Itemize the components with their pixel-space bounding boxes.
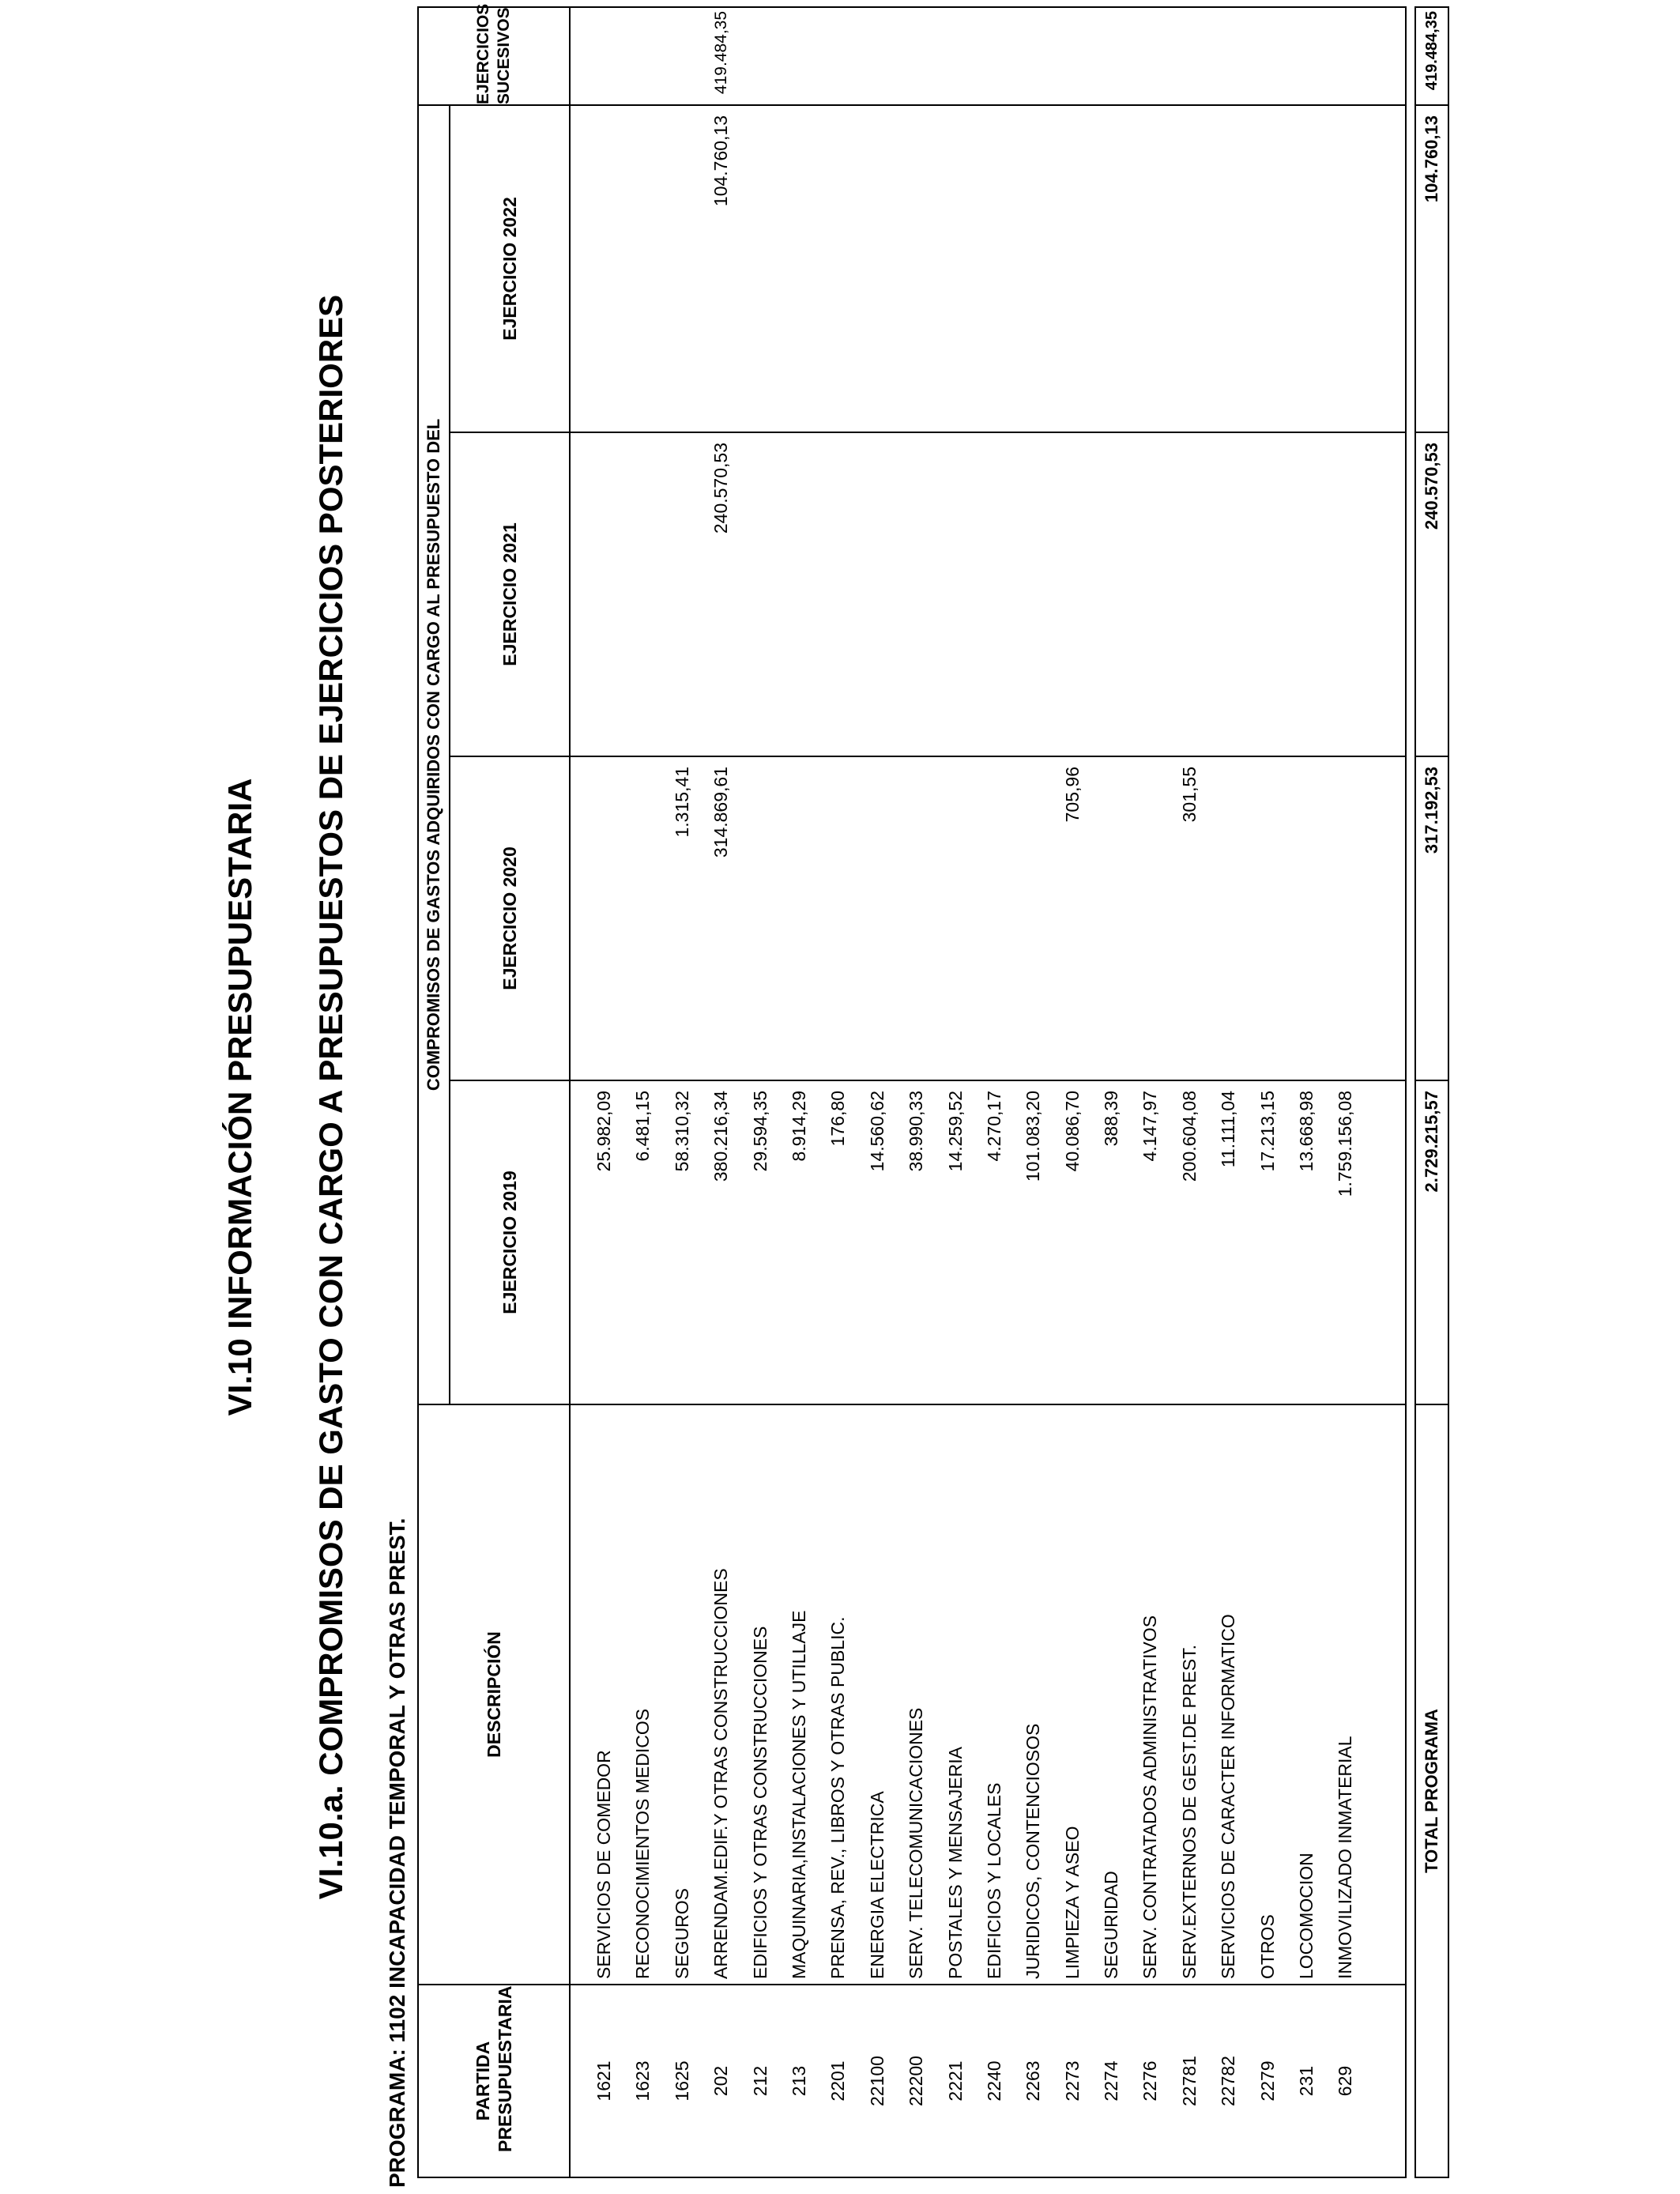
col-descripcion-header: DESCRIPCIÓN [418,1404,570,1985]
row-7-e2021 [819,433,857,756]
row-14-partida: 2274 [1101,2060,1122,2102]
row-13-sucesivos [1053,8,1092,104]
total-sucesivos: 419.484,35 [1415,7,1448,105]
row-8-descripcion: ENERGIA ELECTRICA [866,1791,887,1979]
row-11-sucesivos [975,8,1014,104]
row-10-e2022 [936,106,975,432]
total-label: TOTAL PROGRAMA [1415,1404,1448,2177]
row-14-sucesivos [1092,8,1131,104]
row-16-e2021 [1170,433,1209,756]
row-6-e2019: 8.914,29 [788,1091,809,1162]
row-17-e2022 [1209,106,1248,432]
row-1-e2019: 25.982,09 [593,1091,614,1172]
row-2-e2021 [623,433,662,756]
row-13-e2019: 40.086,70 [1061,1091,1083,1172]
row-1-e2020 [585,757,623,1080]
row-9-e2019: 38.990,33 [906,1091,927,1172]
row-8-e2022 [858,106,897,432]
programa-label: PROGRAMA: 1102 INCAPACIDAD TEMPORAL Y OTRAS PREST. [385,1517,409,2188]
row-1-e2022 [585,106,623,432]
row-13-e2022 [1053,106,1092,432]
row-19-e2019: 13.668,98 [1296,1091,1317,1172]
row-4-sucesivos: 419.484,35 [712,10,731,95]
row-5-descripcion: EDIFICIOS Y OTRAS CONSTRUCCIONES [749,1626,770,1979]
row-12-e2020 [1014,757,1053,1080]
row-4-e2019: 380.216,34 [710,1091,732,1182]
row-10-e2021 [936,433,975,756]
row-10-sucesivos [936,8,975,104]
row-18-e2022 [1249,106,1287,432]
row-11-e2019: 4.270,17 [983,1091,1004,1162]
row-4-partida: 202 [710,2065,732,2097]
row-19-e2021 [1287,433,1326,756]
row-spacer [571,106,585,432]
row-17-sucesivos [1209,8,1248,104]
total-2022: 104.760,13 [1415,105,1448,432]
row-spacer [571,1985,585,2177]
row-15-e2020 [1131,757,1170,1080]
row-20-e2019: 1.759.156,08 [1335,1091,1356,1197]
row-20-e2021 [1326,433,1365,756]
row-9-partida: 22200 [906,2056,927,2106]
row-2-e2022 [623,106,662,432]
row-20-sucesivos [1326,8,1365,104]
total-2021: 240.570,53 [1415,432,1448,756]
row-11-e2022 [975,106,1014,432]
row-9-e2021 [897,433,936,756]
row-12-e2021 [1014,433,1053,756]
row-3-sucesivos [663,8,702,104]
row-1-sucesivos [585,8,623,104]
row-14-e2019: 388,39 [1101,1091,1122,1147]
row-19-partida: 231 [1296,2065,1317,2097]
row-spacer [571,433,585,756]
row-4-descripcion: ARRENDAM.EDIF.Y OTRAS CONSTRUCCIONES [710,1568,732,1979]
row-18-e2020 [1249,757,1287,1080]
partida-column [570,1985,1406,2177]
row-8-partida: 22100 [866,2056,887,2106]
row-16-partida: 22781 [1178,2056,1200,2106]
row-10-e2019: 14.259,52 [944,1091,966,1172]
row-17-e2021 [1209,433,1248,756]
row-9-sucesivos [897,8,936,104]
row-17-e2020 [1209,757,1248,1080]
row-11-partida: 2240 [983,2060,1004,2102]
row-3-e2020: 1.315,41 [671,767,692,838]
row-16-descripcion: SERV.EXTERNOS DE GEST.DE PREST. [1178,1644,1200,1979]
row-spacer [571,1405,585,1984]
col-sucesivos-header: EJERCICIOS SUCESIVOS [418,7,570,105]
row-17-descripcion: SERVICIOS DE CARACTER INFORMATICO [1218,1614,1239,1979]
row-18-partida: 2279 [1256,2060,1278,2102]
row-19-sucesivos [1287,8,1326,104]
row-7-partida: 2201 [827,2060,849,2102]
row-1-e2021 [585,433,623,756]
row-18-sucesivos [1249,8,1287,104]
row-spacer [571,8,585,104]
row-10-e2020 [936,757,975,1080]
row-19-descripcion: LOCOMOCION [1296,1853,1317,1979]
row-4-e2022: 104.760,13 [710,115,732,207]
row-5-e2022 [741,106,780,432]
row-6-descripcion: MAQUINARIA,INSTALACIONES Y UTILLAJE [788,1610,809,1979]
descripcion-column [570,1404,1406,1985]
row-15-partida: 2276 [1139,2060,1161,2102]
row-15-e2022 [1131,106,1170,432]
row-5-sucesivos [741,8,780,104]
col-partida-label: PARTIDA PRESUPUESTARIA [473,1985,515,2152]
row-20-partida: 629 [1335,2065,1356,2097]
row-18-e2019: 17.213,15 [1256,1091,1278,1172]
row-3-e2021 [663,433,702,756]
row-16-e2020: 301,55 [1178,767,1200,823]
e2022-column [570,105,1406,432]
row-13-e2021 [1053,433,1092,756]
e2021-column [570,432,1406,756]
row-13-partida: 2273 [1061,2060,1083,2102]
col-partida-header [418,1985,570,2177]
row-17-e2019: 11.111,04 [1218,1091,1239,1168]
page-subtitle: VI.10.a. COMPROMISOS DE GASTO CON CARGO A PRESUPUESTOS DE EJERCICIOS POSTERIORES [312,294,349,1900]
row-1-partida: 1621 [593,2060,614,2102]
row-10-partida: 2221 [944,2060,966,2102]
row-3-e2022 [663,106,702,432]
row-19-e2022 [1287,106,1326,432]
row-8-e2020 [858,757,897,1080]
row-7-descripcion: PRENSA, REV., LIBROS Y OTRAS PUBLIC. [827,1616,849,1979]
row-12-partida: 2263 [1023,2060,1044,2102]
row-16-sucesivos [1170,8,1209,104]
row-15-e2019: 4.147,97 [1139,1091,1161,1162]
row-4-e2020: 314.869,61 [710,767,732,858]
row-2-partida: 1623 [632,2060,654,2102]
row-14-e2020 [1092,757,1131,1080]
commitments-table [417,3,1407,2178]
row-11-e2020 [975,757,1014,1080]
row-20-e2020 [1326,757,1365,1080]
sucesivos-column [570,7,1406,105]
row-15-e2021 [1131,433,1170,756]
row-8-e2021 [858,433,897,756]
row-9-e2022 [897,106,936,432]
row-9-descripcion: SERV. TELECOMUNICACIONES [906,1707,927,1979]
row-10-descripcion: POSTALES Y MENSAJERIA [944,1747,966,1979]
row-8-e2019: 14.560,62 [866,1091,887,1172]
row-14-e2021 [1092,433,1131,756]
row-19-e2020 [1287,757,1326,1080]
row-spacer [571,757,585,1080]
row-18-descripcion: OTROS [1256,1914,1278,1979]
row-3-e2019: 58.310,32 [671,1091,692,1172]
row-6-e2021 [780,433,819,756]
row-12-e2022 [1014,106,1053,432]
row-13-e2020: 705,96 [1061,767,1083,823]
row-8-sucesivos [858,8,897,104]
row-5-e2020 [741,757,780,1080]
row-2-sucesivos [623,8,662,104]
row-18-e2021 [1249,433,1287,756]
row-7-e2020 [819,757,857,1080]
col-2021-header: EJERCICIO 2021 [450,432,570,756]
col-2020-header: EJERCICIO 2020 [450,756,570,1080]
e2019-column [570,1080,1406,1404]
row-15-descripcion: SERV. CONTRATADOS ADMINISTRATIVOS [1139,1615,1161,1979]
row-2-e2019: 6.481,15 [632,1091,654,1162]
total-2020: 317.192,53 [1415,756,1448,1080]
row-20-descripcion: INMOVILIZADO INMATERIAL [1335,1736,1356,1979]
row-5-partida: 212 [749,2065,770,2097]
row-15-sucesivos [1131,8,1170,104]
row-11-e2021 [975,433,1014,756]
row-1-descripcion: SERVICIOS DE COMEDOR [593,1750,614,1979]
row-2-e2020 [623,757,662,1080]
col-2022-header: EJERCICIO 2022 [450,105,570,432]
total-2019: 2.729.215,57 [1415,1080,1448,1404]
row-7-e2022 [819,106,857,432]
row-6-sucesivos [780,8,819,104]
row-5-e2021 [741,433,780,756]
row-3-descripcion: SEGUROS [671,1887,692,1979]
row-2-descripcion: RECONOCIMIENTOS MEDICOS [632,1708,654,1979]
row-5-e2019: 29.594,35 [749,1091,770,1172]
row-13-descripcion: LIMPIEZA Y ASEO [1061,1826,1083,1979]
row-9-e2020 [897,757,936,1080]
row-12-e2019: 101.083,20 [1023,1091,1044,1182]
row-14-descripcion: SEGURIDAD [1101,1871,1122,1979]
row-14-e2022 [1092,106,1131,432]
group-header: COMPROMISOS DE GASTOS ADQUIRIDOS CON CARGO AL PRESUPUESTO DEL [418,105,450,1404]
row-11-descripcion: EDIFICIOS Y LOCALES [983,1782,1004,1979]
row-16-e2022 [1170,106,1209,432]
row-17-partida: 22782 [1218,2056,1239,2106]
row-12-sucesivos [1014,8,1053,104]
page-title: VI.10 INFORMACIÓN PRESUPUESTARIA [221,778,258,1416]
row-16-e2019: 200.604,08 [1178,1091,1200,1182]
row-12-descripcion: JURIDICOS, CONTENCIOSOS [1023,1723,1044,1979]
row-4-e2021: 240.570,53 [710,443,732,534]
row-7-sucesivos [819,8,857,104]
row-6-e2020 [780,757,819,1080]
row-7-e2019: 176,80 [827,1091,849,1147]
row-6-e2022 [780,106,819,432]
total-table [1414,6,1449,2178]
row-spacer [571,1081,585,1404]
row-6-partida: 213 [788,2065,809,2097]
row-20-e2022 [1326,106,1365,432]
col-2019-header: EJERCICIO 2019 [450,1080,570,1404]
row-3-partida: 1625 [671,2060,692,2102]
e2020-column [570,756,1406,1080]
